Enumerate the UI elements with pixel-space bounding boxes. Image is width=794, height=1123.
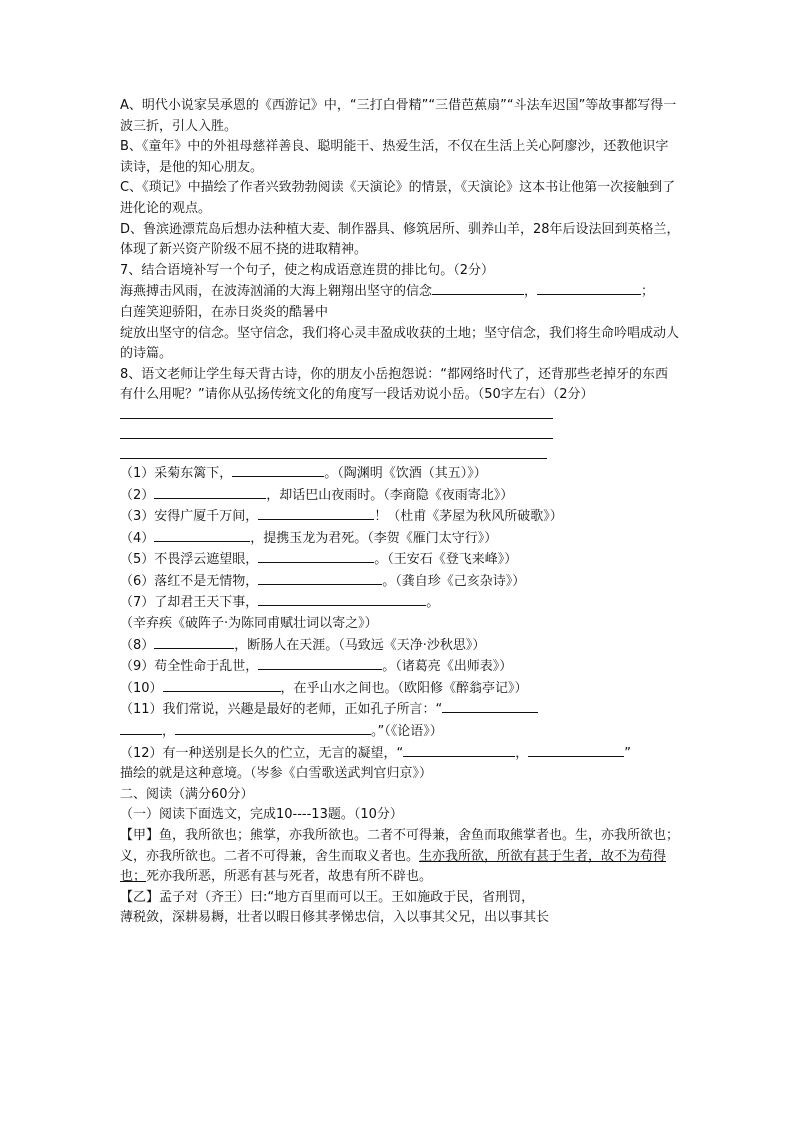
poem-12-line2: 描绘的就是这种意境。（岑参《白雪歌送武判官归京》） <box>120 766 433 782</box>
question-7-line3: 绽放出坚守的信念。坚守信念，我们将心灵丰盈成收获的土地；坚守信念，我们将生命吟唱成动人的诗篇。 <box>120 325 680 362</box>
poem-text: （2） <box>120 487 155 503</box>
poem-11-line2 <box>120 721 680 743</box>
question-7-line1 <box>120 281 680 303</box>
question-7-line2: 白莲笑迎骄阳，在赤日炎炎的酷暑中 <box>120 304 329 320</box>
q7-blank-1[interactable] <box>432 281 524 295</box>
q8-answer-lines[interactable] <box>120 406 680 459</box>
poem-text: ， <box>515 745 529 761</box>
poem-source: ，断肠人在天涯。（马致远《天净·沙秋思》） <box>234 637 486 653</box>
q7-semicolon: ； <box>641 284 655 300</box>
q7-comma: ， <box>524 284 538 300</box>
poem-blank[interactable] <box>528 743 624 757</box>
passage-label: 【甲】 <box>120 828 160 843</box>
poem-text: （5）不畏浮云遮望眼， <box>120 552 259 568</box>
poem-blank[interactable] <box>163 678 281 692</box>
reading-section-title: 二、阅读（满分60分） <box>120 786 254 802</box>
answer-line <box>120 438 553 439</box>
poem-blank[interactable] <box>258 506 374 520</box>
poem-2 <box>120 485 680 507</box>
poem-text: （4） <box>120 530 155 546</box>
poem-10 <box>120 678 680 700</box>
answer-line <box>120 458 547 459</box>
poem-blank[interactable] <box>258 549 374 563</box>
poem-blank[interactable] <box>232 463 324 477</box>
poem-text: （9）苟全性命于乱世， <box>120 659 259 675</box>
passage-yi <box>120 888 680 909</box>
poem-text: （3）安得广厦千万间， <box>120 509 259 525</box>
poem-blank[interactable] <box>154 528 250 542</box>
underlined-sentence: 生亦我所欲，所欲有甚于生者，故不为苟得也； <box>120 848 667 885</box>
poem-source: 。”（《论语》） <box>371 724 443 740</box>
passage-text: 鱼，我所欲也；熊掌，亦我所欲也。二者不可得兼，舍鱼而取熊掌者也。生，亦我所欲也；义，亦我所欲也。二者不可得兼，舍生而取义者也。 <box>120 828 680 864</box>
poem-8 <box>120 635 680 657</box>
poem-text: （1）采菊东篱下， <box>120 465 233 481</box>
poem-blank[interactable] <box>154 635 234 649</box>
poem-blank[interactable] <box>258 571 382 585</box>
poem-9 <box>120 656 680 678</box>
passage-label: 【乙】 <box>120 889 160 905</box>
question-7-stem: 7、结合语境补写一个句子，使之构成语意连贯的排比句。（2分） <box>120 262 495 278</box>
poem-text: （8） <box>120 637 155 653</box>
poem-blank[interactable] <box>154 485 266 499</box>
poem-1 <box>120 463 680 485</box>
poem-5 <box>120 549 680 571</box>
poem-blank[interactable] <box>258 656 382 670</box>
poem-blank[interactable] <box>258 592 426 606</box>
poem-source: ，提携玉龙为君死。（李贺《雁门太守行》） <box>250 530 498 546</box>
poem-text: （11）我们常说，兴趣是最好的老师，正如孔子所言：“ <box>120 702 443 718</box>
option-a: A、明代小说家吴承恩的《西游记》中，“三打白骨精”“三借芭蕉扇”“斗法车迟国”等故事都写得一波三折，引人入胜。 <box>120 98 677 134</box>
poem-text: （6）落红不是无情物， <box>120 573 259 589</box>
option-d: D、鲁滨逊漂荒岛后想办法种植大麦、制作器具、修筑居所、驯养山羊，28年后设法回到英格兰，体现了新兴资产阶级不屈不挠的进取精神。 <box>120 221 680 258</box>
poem-text: ， <box>162 724 176 740</box>
passage-jia <box>120 826 680 888</box>
poem-text: （7）了却君王天下事， <box>120 595 259 611</box>
poem-source: 。（龚自珍《己亥杂诗》） <box>382 573 526 589</box>
poem-6 <box>120 571 680 593</box>
poem-3 <box>120 506 680 528</box>
answer-line <box>120 418 553 419</box>
poem-7-source: （辛弃疾《破阵子·为陈同甫赋壮词以寄之》） <box>120 616 378 632</box>
poem-text: （10） <box>120 680 163 696</box>
poem-blank[interactable] <box>403 743 515 757</box>
poem-source: ！（杜甫《茅屋为秋风所破歌》） <box>374 509 563 525</box>
poem-7 <box>120 592 680 614</box>
question-8-stem: 8、语文老师让学生每天背古诗，你的朋友小岳抱怨说：“都网络时代了，还背那些老掉牙的东西有什么用呢？”请你从弘扬传统文化的角度写一段话劝说小岳。（50字左右）（2分） <box>120 366 669 403</box>
poem-text: （12）有一种送别是长久的伫立，无言的凝望，“ <box>120 745 404 761</box>
poem-11 <box>120 699 680 721</box>
passage-text: 孟子对（齐王）曰:“地方百里而可以王。王如施政于民，省刑罚， <box>159 889 535 905</box>
exam-page <box>120 96 680 929</box>
poem-source: 。（王安石《登飞来峰》） <box>374 552 518 568</box>
poem-source: ，在乎山水之间也。（欧阳修《醉翁亭记》） <box>280 680 528 696</box>
q7-blank-2[interactable] <box>537 281 641 295</box>
poem-4 <box>120 528 680 550</box>
option-c: C、《琐记》中描绘了作者兴致勃勃阅读《天演论》的情景，《天演论》这本书让他第一次接触到了进化论的观点。 <box>120 180 676 216</box>
poem-blank[interactable] <box>442 699 538 713</box>
reading-subtitle: （一）阅读下面选文，完成10----13题。（10分） <box>120 807 403 823</box>
option-b: B、《童年》中的外祖母慈祥善良、聪明能干、热爱生活，不仅在生活上关心阿廖沙，还教他识字读诗，是他的知心朋友。 <box>120 139 669 175</box>
poem-text: ” <box>624 745 632 761</box>
passage-yi-line2: 薄税敛，深耕易耨，壮者以暇日修其孝悌忠信，入以事其父兄，出以事其长 <box>120 910 550 926</box>
poem-source: ，却话巴山夜雨时。（李商隐《夜雨寄北》） <box>266 487 514 503</box>
poem-source: 。（陶渊明《饮酒（其五）》） <box>324 465 487 481</box>
poem-source: 。（诸葛亮《出师表》） <box>382 659 513 675</box>
passage-text: 死亦我所恶，所恶有甚与死者，故患有所不辟也。 <box>146 869 433 885</box>
poem-blank[interactable] <box>175 721 371 735</box>
poem-12 <box>120 743 680 765</box>
q7-text: 海燕搏击风雨，在波涛汹涌的大海上翱翔出坚守的信念 <box>120 284 433 300</box>
poem-text: 。 <box>426 595 440 611</box>
poem-blank[interactable] <box>120 721 162 735</box>
